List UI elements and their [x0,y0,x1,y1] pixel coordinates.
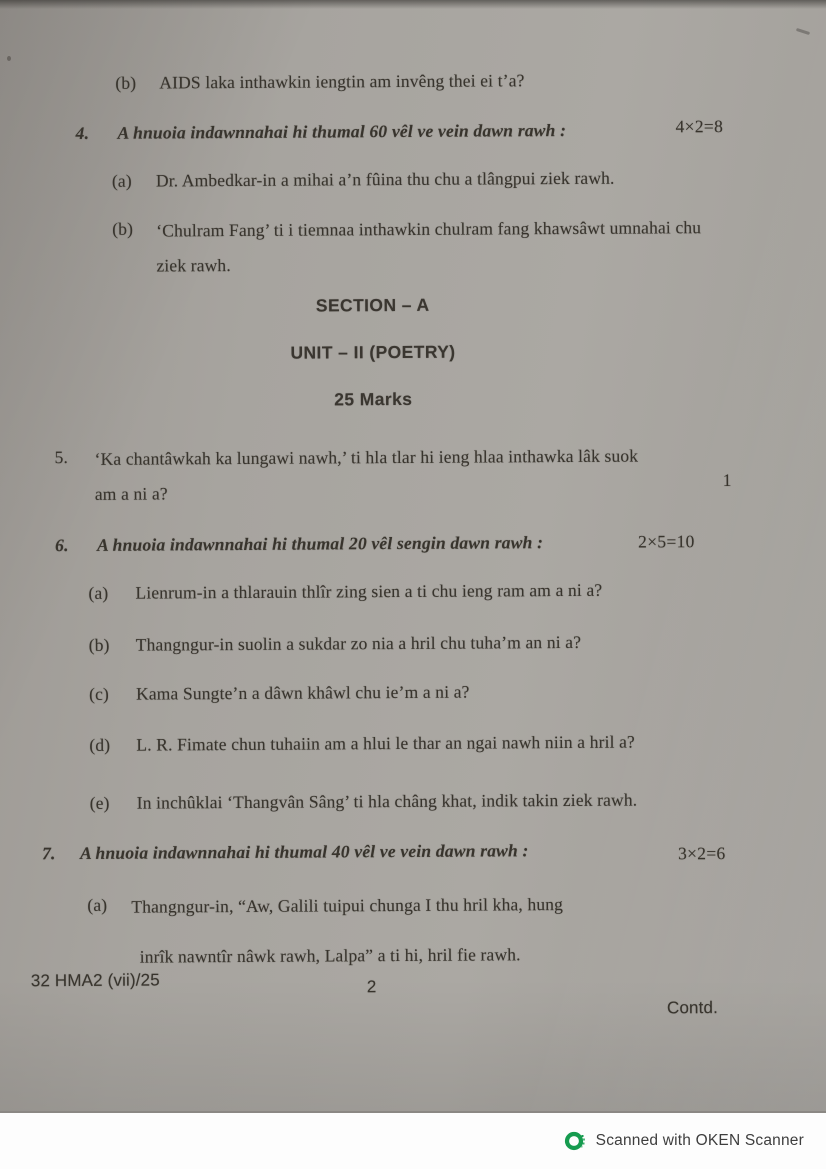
text-line: ‘Chulram Fang’ ti i tiemnaa inthawkin chulram fang khawsâwt umnahai chu [156,217,702,241]
text-line: am a ni a? [94,483,168,504]
item-text: Dr. Ambedkar-in a mihai a’n fûina thu chu a tlângpui ziek rawh. [155,167,615,191]
page-number-text: 2 [366,977,377,997]
item-label: (b) [88,634,110,655]
text-line: inrîk nawntîr nâwk rawh, Lalpa” a ti hi, hril fie rawh. [139,944,521,967]
text-line: Thangngur-in, “Aw, Galili tuipui chunga I thu hril kha, hung [131,894,564,917]
item-label: (a) [88,582,109,603]
item-text: In inchûklai ‘Thangvân Sâng’ ti hla châng khat, indik takin ziek rawh. [136,789,638,813]
item-label: (a) [87,894,108,915]
question-4-stem [76,115,567,148]
contd-note [667,993,718,1023]
marks-q6: 2×5=10 [638,531,695,552]
item-text: Lienrum-in a thlarauin thlîr zing sien a ti chu ieng ram am a ni a? [135,579,603,603]
scanner-watermark-text: Scanned with OKEN Scanner [595,1132,804,1149]
question-stem-text: A hnuoia indawnnahai hi thumal 40 vêl ve vein dawn rawh : [79,840,529,863]
question-7a [87,887,563,975]
marks-q5: 1 [722,469,732,491]
marks-q4: 4×2=8 [675,116,724,137]
unit-heading: UNIT – II (POETRY) [290,341,456,363]
marks-heading: 25 Marks [334,388,413,410]
item-text: Kama Sungte’n a dâwn khâwl chu ie’m a ni a? [135,681,470,704]
item-text [156,210,701,283]
question-4b [112,210,701,284]
paper-code-text: 32 HMA2 (vii)/25 [30,970,160,991]
text-line: ziek rawh. [156,255,231,276]
item-label: (c) [88,683,109,704]
question-7-stem [42,835,529,868]
item-text [95,439,639,512]
question-5 [55,439,639,513]
question-stem-text: A hnuoia indawnnahai hi thumal 60 vêl ve vein dawn rawh : [117,119,567,143]
question-6e [90,785,638,818]
question-6a [88,575,602,608]
question-number: 4. [75,122,90,143]
item-label: (b) [112,218,134,239]
oken-scanner-logo-icon [564,1130,586,1152]
item-text [131,887,563,975]
question-6-stem [55,527,543,560]
page-number [367,972,377,1002]
item-text: L. R. Fimate chun tuhaiin am a hlui le thar an ngai nawh niin a hril a? [136,731,635,755]
item-label: (b) [115,72,137,93]
question-number: 7. [41,843,56,864]
question-6c [89,677,470,709]
question-number: 5. [54,447,69,468]
item-label: (a) [111,170,132,191]
contd-text: Contd. [666,998,719,1018]
question-3b [115,65,524,97]
item-label: (d) [89,734,111,755]
item-label: (e) [89,792,110,813]
question-stem-text: A hnuoia indawnnahai hi thumal 20 vêl sengin dawn rawh : [97,532,544,555]
question-number: 6. [55,535,69,556]
paper-code [31,965,160,996]
item-text: Thangngur-in suolin a sukdar zo nia a hril chu tuha’m an ni a? [135,631,582,655]
section-heading: SECTION – A [315,294,430,316]
question-6b [89,627,582,660]
item-text: AIDS laka inthawkin iengtin am invêng thei ei t’a? [159,70,525,93]
scanner-watermark-bar [0,1113,826,1169]
marks-q7: 3×2=6 [677,843,726,864]
text-line: ‘Ka chantâwkah ka lungawi nawh,’ ti hla tlar hi ieng hlaa inthawka lâk suok [94,445,639,469]
question-4a [112,163,615,196]
question-6d [89,727,635,760]
